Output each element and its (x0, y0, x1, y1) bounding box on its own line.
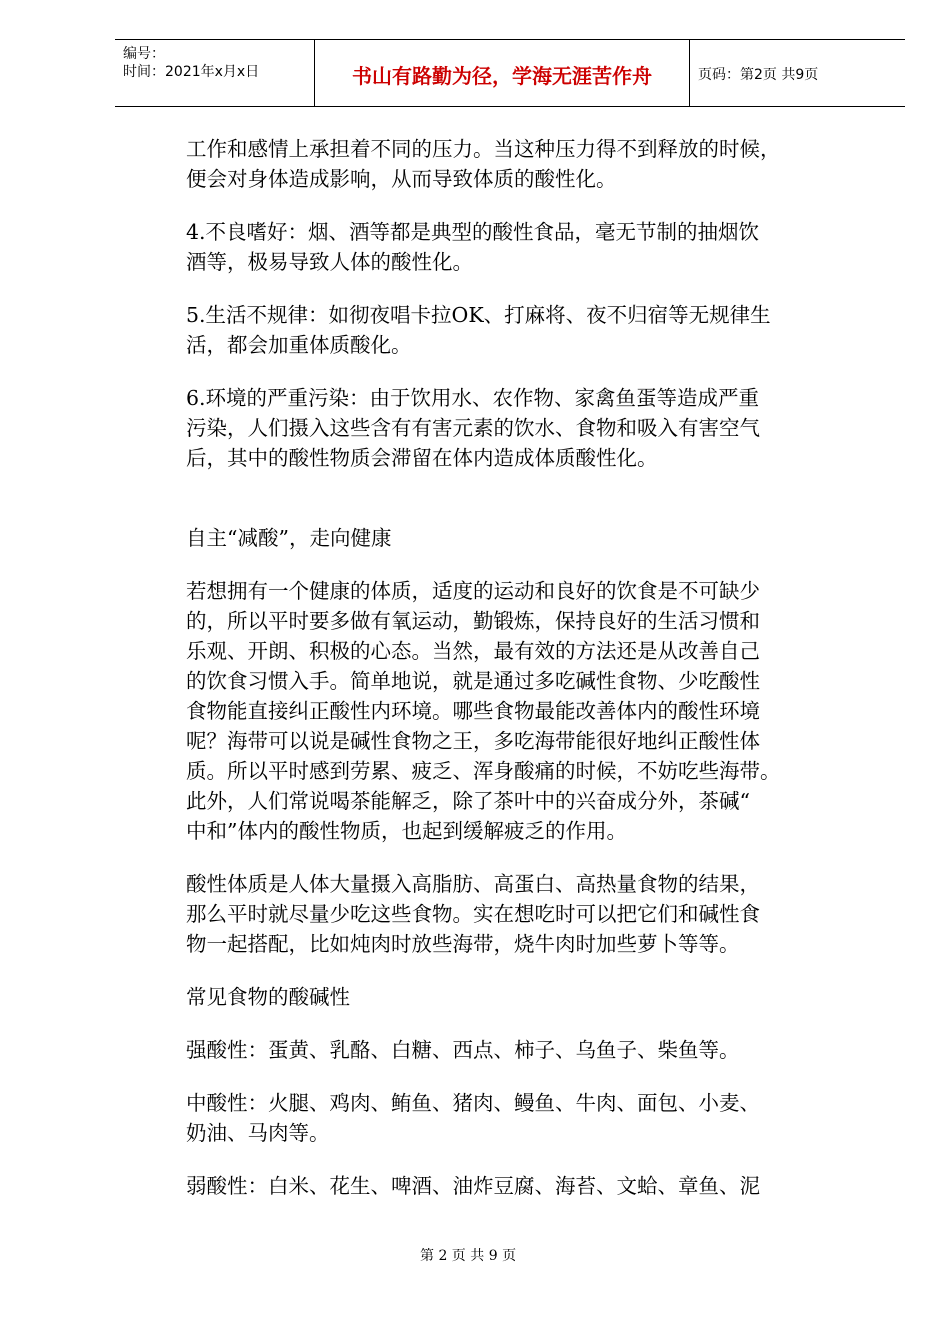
paragraph-line: 此外，人们常说喝茶能解乏，除了茶叶中的兴奋成分外，茶碱“ (186, 789, 750, 813)
document-time-label: 时间：2021年x月x日 (123, 64, 260, 80)
paragraph-line: 5.生活不规律：如彻夜唱卡拉OK、打麻将、夜不归宿等无规律生 (186, 303, 771, 327)
paragraph-line: 物一起搭配，比如炖肉时放些海带，烧牛肉时加些萝卜等等。 (186, 932, 740, 956)
header-page-number: 页码：第2页 共9页 (698, 67, 819, 83)
paragraph-line: 的饮食习惯入手。简单地说，就是通过多吃碱性食物、少吃酸性 (186, 669, 760, 693)
paragraph-line: 食物能直接纠正酸性内环境。哪些食物最能改善体内的酸性环境 (186, 699, 760, 723)
paragraph-line: 6.环境的严重污染：由于饮用水、农作物、家禽鱼蛋等造成严重 (186, 386, 760, 410)
paragraph-line: 中和”体内的酸性物质，也起到缓解疲乏的作用。 (186, 819, 627, 843)
paragraph-line: 呢？海带可以说是碱性食物之王，多吃海带能很好地纠正酸性体 (186, 729, 760, 753)
paragraph-line: 活，都会加重体质酸化。 (186, 333, 412, 357)
paragraph-line: 若想拥有一个健康的体质，适度的运动和良好的饮食是不可缺少 (186, 579, 760, 603)
header-page-cell (690, 40, 905, 106)
header-motto: 书山有路勤为径，学海无涯苦作舟 (352, 64, 652, 88)
paragraph-line: 酸性体质是人体大量摄入高脂肪、高蛋白、高热量食物的结果， (186, 872, 760, 896)
section-heading: 自主“减酸”，走向健康 (186, 526, 392, 550)
document-number-label: 编号： (123, 46, 165, 62)
paragraph-line: 污染，人们摄入这些含有有害元素的饮水、食物和吸入有害空气 (186, 416, 760, 440)
paragraph-line: 的，所以平时要多做有氧运动，勤锻炼，保持良好的生活习惯和 (186, 609, 760, 633)
paragraph-line: 酒等，极易导致人体的酸性化。 (186, 250, 473, 274)
header-info-cell (115, 40, 315, 106)
paragraph-line: 工作和感情上承担着不同的压力。当这种压力得不到释放的时候， (186, 137, 781, 161)
header-motto-cell (315, 40, 690, 106)
paragraph-line: 便会对身体造成影响，从而导致体质的酸性化。 (186, 167, 617, 191)
paragraph-line: 质。所以平时感到劳累、疲乏、浑身酸痛的时候，不妨吃些海带。 (186, 759, 781, 783)
paragraph-line: 那么平时就尽量少吃这些食物。实在想吃时可以把它们和碱性食 (186, 902, 760, 926)
paragraph-line: 乐观、开朗、积极的心态。当然，最有效的方法还是从改善自己 (186, 639, 760, 663)
document-body (186, 134, 876, 1201)
paragraph-line: 后，其中的酸性物质会滞留在体内造成体质酸性化。 (186, 446, 658, 470)
document-header (115, 39, 905, 107)
section-heading: 常见食物的酸碱性 (186, 985, 350, 1009)
paragraph-line: 4.不良嗜好：烟、酒等都是典型的酸性食品，毫无节制的抽烟饮 (186, 220, 760, 244)
paragraph-line: 奶油、马肉等。 (186, 1121, 330, 1145)
paragraph-line: 弱酸性：白米、花生、啤酒、油炸豆腐、海苔、文蛤、章鱼、泥 (186, 1174, 760, 1198)
page-footer: 第 2 页 共 9 页 (420, 1248, 517, 1264)
paragraph-line: 强酸性：蛋黄、乳酪、白糖、西点、柿子、乌鱼子、柴鱼等。 (186, 1038, 740, 1062)
paragraph-line: 中酸性：火腿、鸡肉、鲔鱼、猪肉、鳗鱼、牛肉、面包、小麦、 (186, 1091, 760, 1115)
